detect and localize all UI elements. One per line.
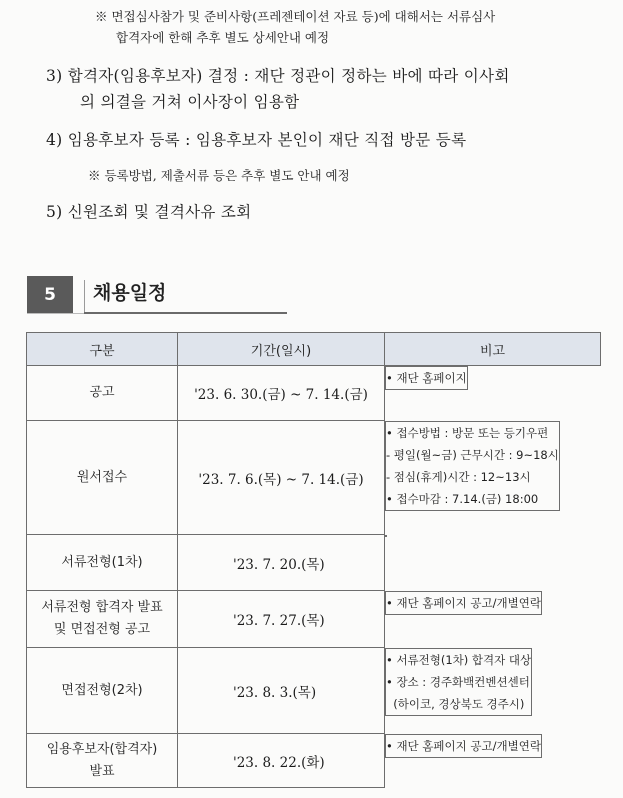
- table-row: [27, 421, 601, 535]
- row-category: [27, 734, 178, 788]
- row-notes: [385, 421, 560, 511]
- note-line: • 재단 홈페이지 공고/개별연락: [386, 595, 541, 610]
- row-period: '23. 8. 3.(목): [178, 648, 385, 734]
- item-5: 5) 신원조회 및 결격사유 조회: [46, 203, 252, 221]
- row-category: [27, 366, 178, 421]
- row-notes: [385, 535, 387, 537]
- row-period: '23. 7. 27.(목): [178, 591, 385, 648]
- interview-note-line1: ※ 면접심사참가 및 준비사항(프레젠테이션 자료 등)에 대해서는 서류심사: [95, 9, 496, 24]
- note-line: • 접수마감 : 7.14.(금) 18:00: [386, 491, 539, 506]
- section-underline: [84, 312, 287, 314]
- row-period: '23. 7. 20.(목): [178, 535, 385, 591]
- row-notes: [385, 366, 468, 390]
- row-notes: [385, 734, 542, 758]
- row-period: '23. 6. 30.(금) ~ 7. 14.(금): [178, 366, 385, 421]
- table-row: [27, 734, 601, 788]
- header-category: 구분: [27, 333, 178, 366]
- section-underline-left: [27, 313, 84, 314]
- row-category: [27, 591, 178, 648]
- note-line: - 평일(월~금) 근무시간 : 9~18시: [386, 447, 559, 462]
- section-divider: [84, 280, 85, 312]
- category-line: 원서접수: [76, 469, 128, 485]
- row-period: '23. 8. 22.(화): [178, 734, 385, 788]
- row-notes: [385, 648, 532, 716]
- category-line: 발표: [89, 763, 115, 779]
- item-3-line2: 의 의결을 거쳐 이사장이 임용함: [80, 93, 300, 111]
- category-line: 서류전형 합격자 발표: [41, 600, 163, 615]
- category-line: 공고: [89, 385, 115, 400]
- note-line: • 재단 홈페이지: [386, 371, 467, 385]
- note-line: • 서류전형(1차) 합격자 대상: [386, 652, 532, 667]
- row-category: [27, 535, 178, 591]
- note-line: • 장소 : 경주화백컨벤션센터: [386, 674, 530, 689]
- category-line: 면접전형(2차): [61, 682, 143, 698]
- category-line: 및 면접전형 공고: [53, 622, 151, 637]
- table-row: [27, 535, 601, 591]
- header-notes: 비고: [385, 333, 601, 366]
- table-header-row: [27, 333, 601, 366]
- registration-note: ※ 등록방법, 제출서류 등은 추후 별도 안내 예정: [88, 168, 350, 183]
- row-category: [27, 421, 178, 535]
- section-header: [27, 276, 287, 314]
- interview-note-line2: 합격자에 한해 추후 별도 상세안내 예정: [116, 30, 330, 45]
- category-line: 서류전형(1차): [61, 554, 143, 570]
- table-row: [27, 366, 601, 421]
- note-line: (하이코, 경상북도 경주시): [386, 696, 525, 711]
- schedule-table: [26, 332, 601, 788]
- section-title: 채용일정: [93, 282, 167, 304]
- table-row: [27, 648, 601, 734]
- section-number: 5: [27, 276, 73, 313]
- row-category: [27, 648, 178, 734]
- row-period: '23. 7. 6.(목) ~ 7. 14.(금): [178, 421, 385, 535]
- item-3-line1: 3) 합격자(임용후보자) 결정 : 재단 정관이 정하는 바에 따라 이사회: [46, 67, 510, 85]
- table-row: [27, 591, 601, 648]
- item-4: 4) 임용후보자 등록 : 임용후보자 본인이 재단 직접 방문 등록: [46, 131, 467, 149]
- row-notes: [385, 591, 542, 615]
- note-line: • 재단 홈페이지 공고/개별연락: [386, 738, 541, 753]
- note-line: - 점심(휴게)시간 : 12~13시: [386, 469, 531, 484]
- note-line: • 접수방법 : 방문 또는 등기우편: [386, 425, 549, 440]
- header-period: 기간(일시): [178, 333, 385, 366]
- category-line: 임용후보자(합격자): [46, 741, 158, 757]
